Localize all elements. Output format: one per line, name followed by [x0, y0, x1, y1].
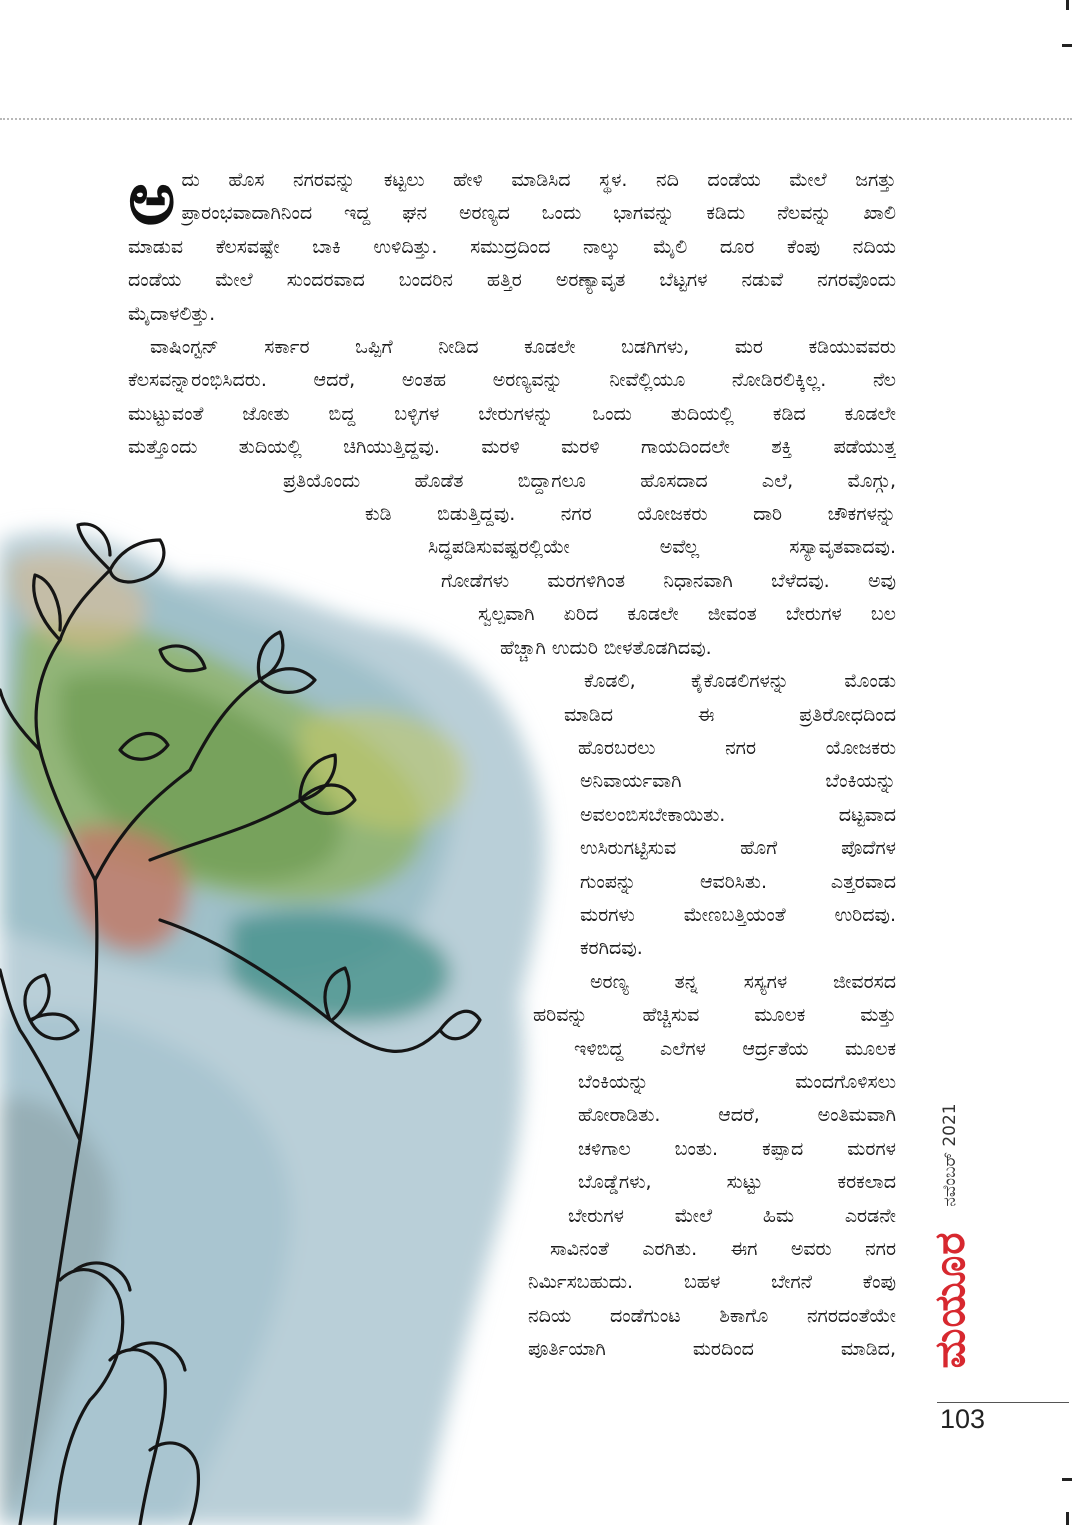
- text-line: ಪ್ರಾರಂಭವಾದಾಗಿನಿಂದ ಇದ್ದ ಘನ ಅರಣ್ಯದ ಒಂದು ಭಾಗವನ್ನು ಕಡಿದು ನೆಲವನ್ನು ಖಾಲಿ: [181, 202, 896, 225]
- text-line: ಹೊರಬರಲು ನಗರ ಯೋಜಕರು: [578, 736, 896, 759]
- paragraph-3: [560, 665, 896, 966]
- text-line: ಅರಣ್ಯ ತನ್ನ ಸಸ್ಯಗಳ ಜೀವರಸದ: [590, 970, 896, 993]
- text-line: ಹೋರಾಡಿತು. ಆದರೆ, ಅಂತಿಮವಾಗಿ: [578, 1104, 896, 1127]
- crop-mark-right-lower: [1062, 1478, 1072, 1481]
- text-line: ಪೂರ್ತಿಯಾಗಿ ಮರದಿಂದ ಮಾಡಿದ,: [528, 1338, 896, 1361]
- magazine-brand-text: ಮಯೂರ: [925, 1231, 974, 1369]
- text-line: ಬೇರುಗಳ ಮೇಲೆ ಹಿಮ ಎರಡನೇ: [568, 1204, 896, 1227]
- text-line: ಸಿದ್ಧಪಡಿಸುವಷ್ಟರಲ್ಲಿಯೇ ಅವೆಲ್ಲ ಸಸ್ಯಾವೃತವಾದವು.: [428, 536, 896, 559]
- magazine-brand: [920, 1215, 980, 1385]
- paragraph-1: [128, 156, 896, 331]
- text-line: ಮುಟ್ಟುವಂತೆ ಜೋತು ಬಿದ್ದ ಬಳ್ಳಿಗಳ ಬೇರುಗಳನ್ನು ಒಂದು ತುದಿಯಲ್ಲಿ ಕಡಿದ ಕೂಡಲೇ: [128, 402, 896, 425]
- text-line: ಗುಂಪನ್ನು ಆವರಿಸಿತು. ಎತ್ತರವಾದ: [580, 870, 896, 893]
- paragraph-4: [528, 966, 896, 1367]
- text-line: ಕೆಲಸವನ್ನಾರಂಭಿಸಿದರು. ಆದರೆ, ಅಂತಹ ಅರಣ್ಯವನ್ನು ನೀವೆಲ್ಲಿಯೂ ನೋಡಿರಲಿಕ್ಕಿಲ್ಲ. ನೆಲ: [128, 369, 896, 392]
- paragraph-2: [128, 331, 896, 665]
- text-line: ಪ್ರತಿಯೊಂದು ಹೊಡೆತ ಬಿದ್ದಾಗಲೂ ಹೊಸದಾದ ಎಲೆ, ಮೊಗ್ಗು,: [283, 469, 896, 492]
- drop-cap: ಅ: [128, 156, 176, 240]
- crop-mark-right-upper: [1062, 44, 1072, 47]
- text-line: ಕುಡಿ ಬಿಡುತ್ತಿದ್ದವು. ನಗರ ಯೋಜಕರು ದಾರಿ ಚೌಕಗಳನ್ನು: [365, 503, 896, 526]
- text-line: ಮಾಡಿದ ಈ ಪ್ರತಿರೋಧದಿಂದ: [564, 703, 896, 726]
- text-line: ಅವಲಂಬಿಸಬೇಕಾಯಿತು. ದಟ್ಟವಾದ: [580, 803, 896, 826]
- text-line: ಕೊಡಲಿ, ಕೈಕೊಡಲಿಗಳನ್ನು ಮೊಂಡು: [584, 670, 896, 693]
- page-number: 103: [940, 1404, 986, 1434]
- crop-mark-top-right: [1066, 0, 1069, 10]
- text-line: ಉಸಿರುಗಟ್ಟಿಸುವ ಹೊಗೆ ಪೊದೆಗಳ: [580, 837, 896, 860]
- page-number-rule: [937, 1402, 1069, 1403]
- text-line: ಇಳಿಬಿದ್ದ ಎಲೆಗಳ ಆರ್ದ್ರತೆಯ ಮೂಲಕ: [574, 1037, 896, 1060]
- text-line: ಮಾಡುವ ಕೆಲಸವಷ್ಟೇ ಬಾಕಿ ಉಳಿದಿತ್ತು. ಸಮುದ್ರದಿಂದ ನಾಲ್ಕು ಮೈಲಿ ದೂರ ಕೆಂಪು ನದಿಯ: [128, 235, 896, 258]
- text-line: ನದಿಯ ದಂಡೆಗುಂಟ ಶಿಕಾಗೊ ನಗರದಂತೆಯೇ: [528, 1304, 896, 1327]
- text-line: ಮತ್ತೊಂದು ತುದಿಯಲ್ಲಿ ಚಿಗಿಯುತ್ತಿದ್ದವು. ಮರಳಿ ಮರಳಿ ಗಾಯದಿಂದಲೇ ಶಕ್ತಿ ಪಡೆಯುತ್ತ: [128, 436, 896, 459]
- text-line: ಚಳಿಗಾಲ ಬಂತು. ಕಪ್ಪಾದ ಮರಗಳ: [578, 1137, 896, 1160]
- article-body: [128, 156, 896, 1367]
- text-line: ಸಾವಿನಂತೆ ಎರಗಿತು. ಈಗ ಅವರು ನಗರ: [550, 1238, 896, 1260]
- text-line: ಹರಿವನ್ನು ಹೆಚ್ಚಿಸುವ ಮೂಲಕ ಮತ್ತು: [533, 1004, 896, 1027]
- text-line: ಕರಗಿದವು.: [580, 937, 643, 960]
- issue-date: [930, 1100, 970, 1210]
- text-line: ಬೆಂಕಿಯನ್ನು ಮಂದಗೊಳಿಸಲು: [578, 1070, 896, 1093]
- issue-date-text: ನವೆಂಬರ್ 2021: [940, 1103, 960, 1207]
- text-line: ಹೆಚ್ಚಾಗಿ ಉದುರಿ ಬೀಳತೊಡಗಿದವು.: [500, 636, 712, 659]
- dotted-header-rule: [0, 118, 1072, 120]
- text-line: ಮರಗಳು ಮೇಣಬತ್ತಿಯಂತೆ ಉರಿದವು.: [580, 903, 896, 926]
- text-line: ವಾಷಿಂಗ್ಟನ್ ಸರ್ಕಾರ ಒಪ್ಪಿಗೆ ನೀಡಿದ ಕೂಡಲೇ ಬಡಗಿಗಳು, ಮರ ಕಡಿಯುವವರು: [150, 336, 896, 359]
- text-line: ಅನಿವಾರ್ಯವಾಗಿ ಬೆಂಕಿಯನ್ನು: [580, 770, 896, 793]
- crop-mark-bottom-right: [1066, 1512, 1069, 1525]
- text-line: ಸ್ವಲ್ಪವಾಗಿ ಏರಿದ ಕೂಡಲೇ ಜೀವಂತ ಬೇರುಗಳ ಬಲ: [478, 603, 896, 626]
- text-line: ದಂಡೆಯ ಮೇಲೆ ಸುಂದರವಾದ ಬಂದರಿನ ಹತ್ತಿರ ಅರಣ್ಯಾವೃತ ಬೆಟ್ಟಗಳ ನಡುವೆ ನಗರವೊಂದು: [128, 269, 896, 292]
- text-line: ದು ಹೊಸ ನಗರವನ್ನು ಕಟ್ಟಲು ಹೇಳಿ ಮಾಡಿಸಿದ ಸ್ಥಳ. ನದಿ ದಂಡೆಯ ಮೇಲೆ ಜಗತ್ತು: [181, 169, 896, 191]
- text-line: ಗೋಡೆಗಳು ಮರಗಳಿಗಿಂತ ನಿಧಾನವಾಗಿ ಬೆಳೆದವು. ಅವು: [441, 569, 896, 592]
- text-line: ನಿರ್ಮಿಸಬಹುದು. ಬಹಳ ಬೇಗನೆ ಕೆಂಪು: [528, 1271, 896, 1294]
- text-line: ಮೈದಾಳಲಿತ್ತು.: [128, 302, 216, 325]
- text-line: ಬೊಡ್ಡೆಗಳು, ಸುಟ್ಟು ಕರಕಲಾದ: [578, 1171, 896, 1194]
